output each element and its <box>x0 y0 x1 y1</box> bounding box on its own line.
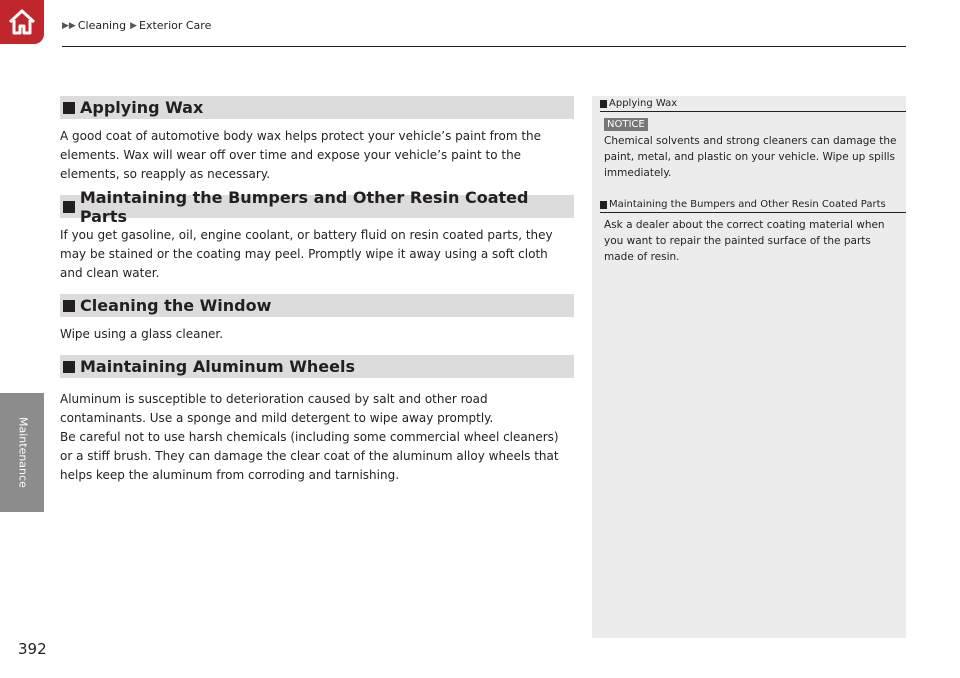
square-bullet-icon <box>63 300 75 312</box>
section-title: Maintaining the Bumpers and Other Resin Coated Parts <box>79 187 529 226</box>
side-note-title-text: Applying Wax <box>609 98 678 109</box>
section-heading-aluminum-wheels <box>60 355 574 378</box>
side-note-text: Ask a dealer about the correct coating material when you want to repair the painted surface of the parts made of resin. <box>604 219 885 263</box>
paragraph: Aluminum is susceptible to deterioration caused by salt and other road contaminants. Use a sponge and mild detergent to wipe away promptly. <box>60 392 494 425</box>
main-content <box>60 96 574 485</box>
section-title: Maintaining Aluminum Wheels <box>80 357 355 376</box>
home-icon <box>7 8 37 36</box>
side-note-applying-wax <box>592 96 906 181</box>
side-note-bumpers <box>592 199 906 265</box>
side-note-text: Chemical solvents and strong cleaners can damage the paint, metal, and plastic on your vehicle. Wipe up spills immediately. <box>604 135 897 179</box>
notice-badge: NOTICE <box>604 118 648 131</box>
side-note-title[interactable] <box>600 199 906 210</box>
breadcrumb-item-cleaning[interactable]: Cleaning <box>77 19 127 32</box>
paragraph: A good coat of automotive body wax helps protect your vehicle’s paint from the elements. Wax will wear off over time and expose your vehicle’s paint to the elements, so reapply as necessary. <box>60 129 542 181</box>
section-title: Applying Wax <box>80 98 204 117</box>
breadcrumb <box>62 19 215 32</box>
reference-icon <box>600 100 607 108</box>
paragraph: Wipe using a glass cleaner. <box>60 327 224 341</box>
section-heading-applying-wax <box>60 96 574 119</box>
square-bullet-icon <box>63 361 75 373</box>
header-divider <box>62 46 906 47</box>
breadcrumb-item-exterior-care[interactable]: Exterior Care <box>139 19 212 32</box>
side-note-divider <box>600 212 906 213</box>
side-note-title[interactable] <box>600 98 906 109</box>
chapter-tab-label: Maintenance <box>16 417 30 488</box>
paragraph: If you get gasoline, oil, engine coolant, or battery fluid on resin coated parts, they may be stained or the coating may peel. Promptly wipe it away using a soft cloth and clean water. <box>60 228 553 280</box>
side-notes-panel <box>592 96 906 638</box>
paragraph: Be careful not to use harsh chemicals (including some commercial wheel cleaners) or a stiff brush. They can damage the clear coat of the aluminum alloy wheels that helps keep the aluminum from corroding and tarnishing. <box>60 430 559 482</box>
side-note-title-text: Maintaining the Bumpers and Other Resin Coated Parts <box>609 199 886 210</box>
home-button[interactable] <box>0 0 44 44</box>
section-title: Cleaning the Window <box>80 296 272 315</box>
square-bullet-icon <box>63 201 75 213</box>
page-number: 392 <box>18 640 47 658</box>
section-heading-bumpers <box>60 187 574 226</box>
reference-icon <box>600 201 607 209</box>
side-note-divider <box>600 111 906 112</box>
section-heading-window <box>60 294 574 317</box>
breadcrumb-arrow-icon: ▶▶ <box>62 20 76 31</box>
breadcrumb-arrow-icon: ▶ <box>130 20 137 31</box>
square-bullet-icon <box>63 102 75 114</box>
